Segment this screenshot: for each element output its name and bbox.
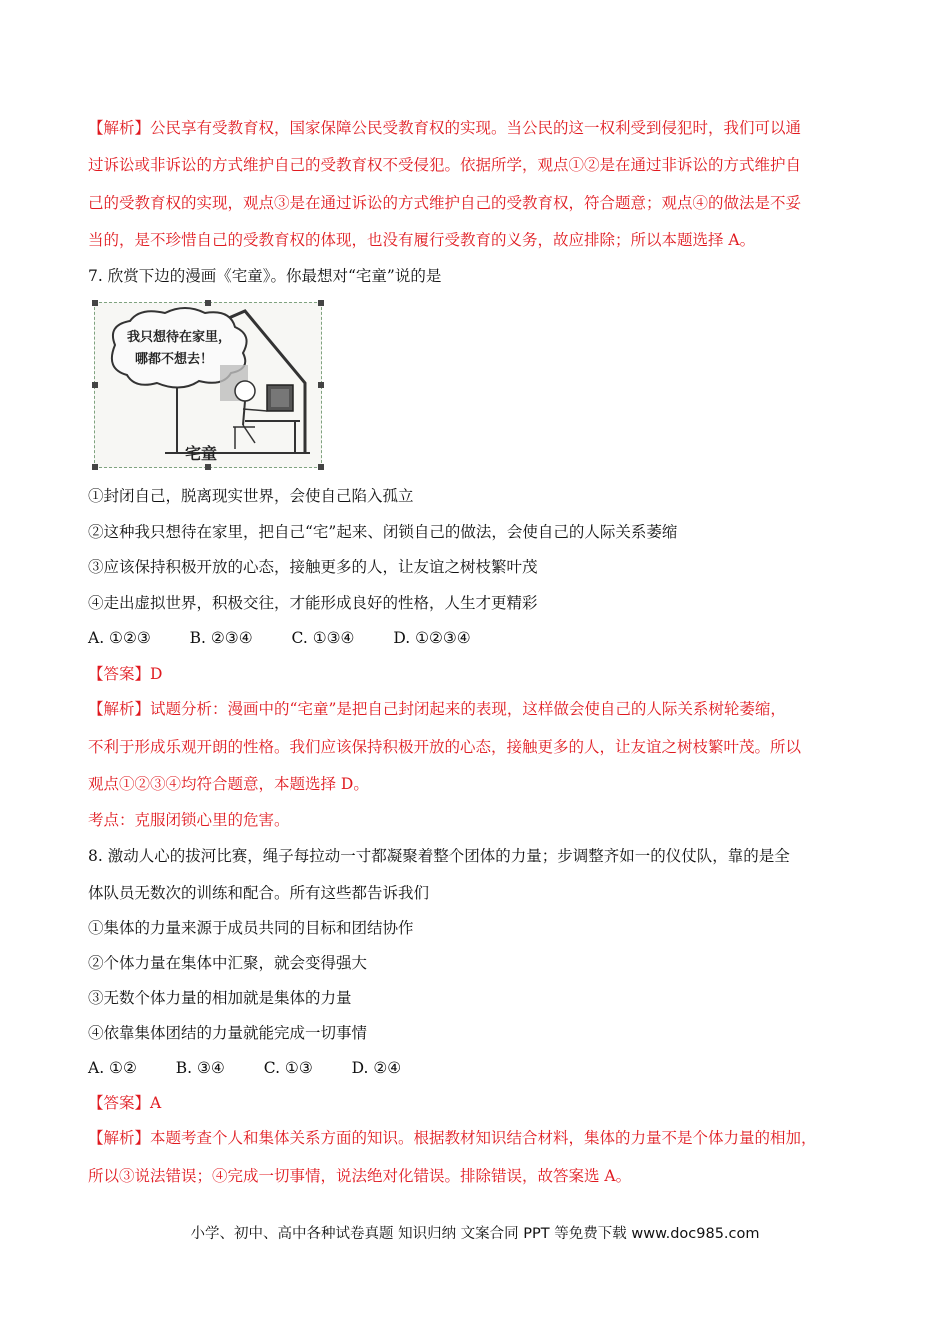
q8-statement-2: ②个体力量在集体中汇聚，就会变得强大 bbox=[88, 954, 368, 972]
analysis-6-line-3: 己的受教育权的实现，观点③是在通过诉讼的方式维护自己的受教育权，符合题意；观点④的做法是不妥 bbox=[88, 194, 802, 212]
q8-option-a: A. ①② bbox=[88, 1059, 137, 1077]
q8-statement-1: ①集体的力量来源于成员共同的目标和团结协作 bbox=[88, 919, 414, 937]
resize-handle-top[interactable] bbox=[205, 300, 211, 306]
q7-options bbox=[88, 628, 870, 648]
q7-analysis-line-2: 不利于形成乐观开朗的性格。我们应该保持积极开放的心态，接触更多的人，让友谊之树枝繁叶茂。所以 bbox=[88, 738, 802, 756]
q7-analysis-line-1: 【解析】试题分析：漫画中的“宅童”是把自己封闭起来的表现，这样做会使自己的人际关系树轮萎缩， bbox=[88, 700, 786, 718]
q7-statement-2: ②这种我只想待在家里，把自己“宅”起来、闭锁自己的做法，会使自己的人际关系萎缩 bbox=[88, 523, 678, 541]
q7-answer bbox=[88, 664, 870, 684]
answer-tag: 【答案】 bbox=[88, 665, 151, 683]
q8-analysis-line-2: 所以③说法错误；④完成一切事情，说法绝对化错误。排除错误，故答案选 A。 bbox=[88, 1167, 632, 1185]
resize-handle-right[interactable] bbox=[318, 382, 324, 388]
analysis-6-line-4: 当的，是不珍惜自己的受教育权的体现，也没有履行受教育的义务，故应排除；所以本题选择 A。 bbox=[88, 231, 756, 249]
resize-handle-top-left[interactable] bbox=[92, 300, 98, 306]
q8-analysis-line-1: 【解析】本题考查个人和集体关系方面的知识。根据教材知识结合材料，集体的力量不是个体力量的相加， bbox=[88, 1129, 817, 1147]
q7-option-a: A. ①②③ bbox=[88, 629, 151, 647]
cartoon-drawing bbox=[95, 303, 321, 467]
q8-option-b: B. ③④ bbox=[175, 1059, 225, 1077]
q8-options bbox=[88, 1058, 870, 1078]
answer-value: A bbox=[150, 1094, 162, 1112]
analysis-tag: 【解析】 bbox=[88, 119, 151, 137]
q7-option-c: C. ①③④ bbox=[291, 629, 355, 647]
analysis-tag: 【解析】 bbox=[88, 700, 151, 718]
q7-statement-1: ①封闭自己，脱离现实世界，会使自己陷入孤立 bbox=[88, 487, 414, 505]
question-8-stem-line-1: 8. 激动人心的拔河比赛，绳子每拉动一寸都凝聚着整个团体的力量；步调整齐如一的仪仗队，靠的是全 bbox=[88, 847, 790, 865]
q8-option-d: D. ②④ bbox=[351, 1059, 402, 1077]
q8-statement-3: ③无数个体力量的相加就是集体的力量 bbox=[88, 989, 352, 1007]
resize-handle-bottom-right[interactable] bbox=[318, 464, 324, 470]
analysis-6-line-2: 过诉讼或非诉讼的方式维护自己的受教育权不受侵犯。依据所学，观点①②是在通过非诉讼的方式维护自 bbox=[88, 156, 802, 174]
q8-statement-4: ④依靠集体团结的力量就能完成一切事情 bbox=[88, 1024, 368, 1042]
analysis-6-line-1: 【解析】公民享有受教育权，国家保障公民受教育权的实现。当公民的这一权利受到侵犯时，我们可以通 bbox=[88, 119, 802, 137]
q7-kaodian: 考点：克服闭锁心里的危害。 bbox=[88, 811, 290, 829]
bubble-line-1: 我只想待在家里， bbox=[127, 330, 232, 345]
q8-answer bbox=[88, 1093, 870, 1113]
question-8-stem-line-2: 体队员无数次的训练和配合。所有这些都告诉我们 bbox=[88, 884, 430, 902]
question-7-stem: 7. 欣赏下边的漫画《宅童》。你最想对“宅童”说的是 bbox=[88, 267, 442, 285]
answer-tag: 【答案】 bbox=[88, 1094, 151, 1112]
cartoon-image bbox=[94, 302, 322, 468]
resize-handle-left[interactable] bbox=[92, 382, 98, 388]
q7-option-d: D. ①②③④ bbox=[393, 629, 471, 647]
resize-handle-bottom[interactable] bbox=[205, 464, 211, 470]
cartoon-caption: 宅童 bbox=[185, 444, 218, 463]
bubble-line-2: 哪都不想去！ bbox=[135, 352, 214, 367]
q7-statement-3: ③应该保持积极开放的心态，接触更多的人，让友谊之树枝繁叶茂 bbox=[88, 558, 538, 576]
q7-option-b: B. ②③④ bbox=[189, 629, 253, 647]
resize-handle-bottom-left[interactable] bbox=[92, 464, 98, 470]
q8-option-c: C. ①③ bbox=[263, 1059, 313, 1077]
resize-handle-top-right[interactable] bbox=[318, 300, 324, 306]
q7-analysis-line-3: 观点①②③④均符合题意，本题选择 D。 bbox=[88, 775, 369, 793]
page-footer: 小学、初中、高中各种试卷真题 知识归纳 文案合同 PPT 等免费下载 www.doc985.com bbox=[190, 1226, 760, 1242]
analysis-tag: 【解析】 bbox=[88, 1129, 151, 1147]
answer-value: D bbox=[150, 665, 163, 683]
q7-statement-4: ④走出虚拟世界，积极交往，才能形成良好的性格，人生才更精彩 bbox=[88, 594, 538, 612]
